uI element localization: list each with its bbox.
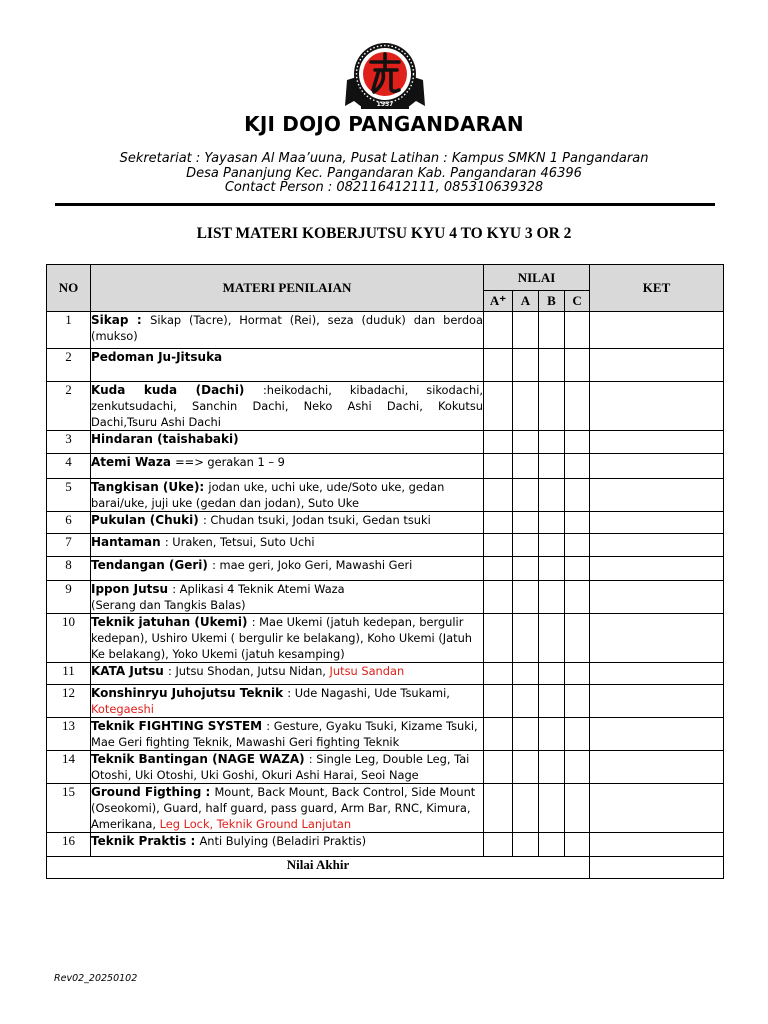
table-row (47, 685, 724, 718)
ket-cell[interactable] (590, 663, 724, 685)
header-divider (55, 203, 715, 206)
grade-c-cell[interactable] (565, 784, 590, 833)
address-line-secretariat: Sekretariat : Yayasan Al Maa’uuna, Pusat Latihan : Kampus SMKN 1 Pangandaran (119, 151, 649, 166)
materi-topic: Tangkisan (Uke): (91, 480, 209, 494)
materi-detail: : Single Leg, Double Leg, Tai Otoshi, Uki Otoshi, Uki Goshi, Okuri Ashi Harai, Seoi Nage (91, 752, 470, 782)
row-number: 15 (47, 784, 91, 833)
row-materi (91, 581, 484, 614)
row-materi (91, 833, 484, 857)
table-row (47, 512, 724, 534)
materi-topic: Pedoman Ju-Jitsuka (91, 350, 223, 364)
grade-c-cell[interactable] (565, 833, 590, 857)
materi-topic: Hantaman (91, 535, 165, 549)
grade-c-cell[interactable] (565, 382, 590, 431)
grade-a-plus-cell[interactable] (484, 512, 513, 534)
table-row (47, 718, 724, 751)
grade-c-cell[interactable] (565, 431, 590, 454)
grade-b-cell[interactable] (539, 685, 565, 718)
svg-text:1957: 1957 (376, 101, 394, 108)
grade-c-cell[interactable] (565, 557, 590, 581)
row-materi (91, 614, 484, 663)
grade-a-plus-cell[interactable] (484, 663, 513, 685)
grade-a-plus-cell[interactable] (484, 382, 513, 431)
materi-detail: Anti Bulying (Beladiri Praktis) (199, 834, 367, 848)
grade-a-cell[interactable] (513, 663, 539, 685)
grade-a-cell[interactable] (513, 751, 539, 784)
grade-b-cell[interactable] (539, 512, 565, 534)
materi-topic: Sikap : (91, 313, 151, 327)
row-number: 2 (47, 382, 91, 431)
row-materi (91, 718, 484, 751)
grade-c-cell[interactable] (565, 751, 590, 784)
materi-topic: Atemi Waza (91, 455, 176, 469)
materi-detail: : mae geri, Joko Geri, Mawashi Geri (212, 558, 413, 572)
grade-a-cell[interactable] (513, 614, 539, 663)
grade-b-cell[interactable] (539, 382, 565, 431)
grade-c-cell[interactable] (565, 479, 590, 512)
materi-detail: : Chudan tsuki, Jodan tsuki, Gedan tsuki (202, 513, 431, 527)
row-number: 6 (47, 512, 91, 534)
row-materi (91, 685, 484, 718)
grade-c-cell[interactable] (565, 614, 590, 663)
ket-cell[interactable] (590, 534, 724, 557)
final-score-label: Nilai Akhir (47, 857, 590, 879)
ket-cell[interactable] (590, 751, 724, 784)
grade-a-plus-cell[interactable] (484, 751, 513, 784)
row-materi (91, 663, 484, 685)
dojo-logo (339, 40, 431, 112)
row-materi (91, 312, 484, 349)
table-row (47, 557, 724, 581)
grade-a-cell[interactable] (513, 454, 539, 479)
ket-cell[interactable] (590, 614, 724, 663)
materi-topic: Konshinryu Juhojutsu Teknik (91, 686, 288, 700)
grade-a-plus-cell[interactable] (484, 431, 513, 454)
materi-topic: KATA Jutsu (91, 664, 168, 678)
grade-a-cell[interactable] (513, 382, 539, 431)
materi-detail: : Jutsu Shodan, Jutsu Nidan, (167, 664, 330, 678)
grade-a-cell[interactable] (513, 534, 539, 557)
row-number: 11 (47, 663, 91, 685)
grade-b: B (539, 291, 565, 312)
materi-topic: Teknik Praktis : (91, 834, 200, 848)
grade-b-cell[interactable] (539, 784, 565, 833)
grade-a-plus-cell[interactable] (484, 454, 513, 479)
grade-b-cell[interactable] (539, 431, 565, 454)
row-materi (91, 382, 484, 431)
grade-a-cell[interactable] (513, 312, 539, 349)
address-line-contact: Contact Person : 082116412111, 085310639328 (224, 180, 544, 195)
grade-b-cell[interactable] (539, 557, 565, 581)
grade-b-cell[interactable] (539, 349, 565, 382)
ket-cell[interactable] (590, 685, 724, 718)
ket-cell[interactable] (590, 833, 724, 857)
row-number: 1 (47, 312, 91, 349)
grade-a-plus-cell[interactable] (484, 557, 513, 581)
grade-b-cell[interactable] (539, 479, 565, 512)
grade-a-cell[interactable] (513, 349, 539, 382)
grade-a-cell[interactable] (513, 512, 539, 534)
grade-a-plus-cell[interactable] (484, 479, 513, 512)
grade-c-cell[interactable] (565, 454, 590, 479)
grade-a-cell[interactable] (513, 833, 539, 857)
table-row (47, 663, 724, 685)
grade-c-cell[interactable] (565, 718, 590, 751)
ket-cell[interactable] (590, 512, 724, 534)
revision-code: Rev02_20250102 (54, 973, 138, 984)
grade-c-cell[interactable] (565, 312, 590, 349)
materi-detail: : Gesture, Gyaku Tsuki, Kizame Tsuki, Mae Geri fighting Teknik, Mawashi Geri fighting Teknik (91, 719, 478, 749)
materi-detail: : Aplikasi 4 Teknik Atemi Waza (Serang dan Tangkis Balas) (91, 582, 345, 612)
materi-detail: ==> gerakan 1 – 9 (175, 455, 285, 469)
table-row (47, 454, 724, 479)
ket-cell[interactable] (590, 382, 724, 431)
materi-topic: Teknik jatuhan (Ukemi) (91, 615, 252, 629)
table-row (47, 614, 724, 663)
row-materi (91, 557, 484, 581)
grade-a-cell[interactable] (513, 581, 539, 614)
materi-topic: Ippon Jutsu (91, 582, 173, 596)
grade-c-cell[interactable] (565, 349, 590, 382)
grade-c-cell[interactable] (565, 534, 590, 557)
grade-a-plus-cell[interactable] (484, 833, 513, 857)
materi-detail: jodan uke, uchi uke, ude/Soto uke, gedan barai/uke, juji uke (gedan dan jodan), Suto Uke (91, 480, 445, 510)
ket-cell[interactable] (590, 718, 724, 751)
grade-a-cell[interactable] (513, 685, 539, 718)
materi-detail: Sikap (Tacre), Hormat (Rei), seza (duduk) dan berdoa (mukso) (91, 313, 484, 343)
grade-a-plus-cell[interactable] (484, 581, 513, 614)
materi-topic: Teknik FIGHTING SYSTEM (91, 719, 267, 733)
grade-b-cell[interactable] (539, 833, 565, 857)
table-row (47, 534, 724, 557)
materi-detail: Mount, Back Mount, Back Control, Side Mount (Oseokomi), Guard, half guard, pass guard, Arm Bar, RNC, Kimura, Amerikana, (91, 785, 476, 831)
row-number: 8 (47, 557, 91, 581)
grade-b-cell[interactable] (539, 751, 565, 784)
materi-topic: Tendangan (Geri) (91, 558, 213, 572)
grade-b-cell[interactable] (539, 534, 565, 557)
grade-a-cell[interactable] (513, 431, 539, 454)
materi-advanced-item: Leg Lock, Teknik Ground Lanjutan (159, 817, 352, 831)
materi-advanced-item: Jutsu Sandan (329, 664, 405, 678)
materi-topic: Ground Figthing : (91, 785, 215, 799)
row-number: 3 (47, 431, 91, 454)
materi-topic: Teknik Bantingan (NAGE WAZA) (91, 752, 309, 766)
grade-a-plus-cell[interactable] (484, 784, 513, 833)
table-row (47, 784, 724, 833)
row-number: 2 (47, 349, 91, 382)
address-line-village: Desa Pananjung Kec. Pangandaran Kab. Pangandaran 46396 (186, 166, 582, 181)
row-materi (91, 431, 484, 454)
materi-detail: : Ude Nagashi, Ude Tsukami, (287, 686, 450, 700)
row-number: 9 (47, 581, 91, 614)
grade-b-cell[interactable] (539, 312, 565, 349)
grade-a-plus-cell[interactable] (484, 349, 513, 382)
grade-a-plus-cell[interactable] (484, 718, 513, 751)
row-materi (91, 454, 484, 479)
grade-b-cell[interactable] (539, 718, 565, 751)
ket-cell[interactable] (590, 557, 724, 581)
table-row (47, 833, 724, 857)
header-ket: KET (590, 265, 724, 312)
grade-a-plus-cell[interactable] (484, 614, 513, 663)
row-number: 7 (47, 534, 91, 557)
grade-a-cell[interactable] (513, 557, 539, 581)
grade-c-cell[interactable] (565, 663, 590, 685)
row-number: 12 (47, 685, 91, 718)
table-row (47, 312, 724, 349)
table-row (47, 349, 724, 382)
table-row (47, 581, 724, 614)
row-materi (91, 512, 484, 534)
ket-cell[interactable] (590, 581, 724, 614)
grade-a-plus-cell[interactable] (484, 685, 513, 718)
grade-c: C (565, 291, 590, 312)
dojo-title: KJI DOJO PANGANDARAN (244, 112, 524, 136)
grade-a-plus-cell[interactable] (484, 312, 513, 349)
row-materi (91, 534, 484, 557)
ket-cell[interactable] (590, 454, 724, 479)
materi-topic: Hindaran (taishabaki) (91, 432, 239, 446)
grade-c-cell[interactable] (565, 512, 590, 534)
row-number: 4 (47, 454, 91, 479)
header-materi: MATERI PENILAIAN (91, 265, 484, 312)
row-number: 5 (47, 479, 91, 512)
row-number: 10 (47, 614, 91, 663)
grade-a-plus-cell[interactable] (484, 534, 513, 557)
grade-c-cell[interactable] (565, 581, 590, 614)
row-number: 13 (47, 718, 91, 751)
row-materi (91, 349, 484, 382)
row-materi (91, 784, 484, 833)
grade-a-cell[interactable] (513, 784, 539, 833)
materi-detail: : Uraken, Tetsui, Suto Uchi (164, 535, 315, 549)
materi-detail: :heikodachi, kibadachi, sikodachi, zenkutsudachi, Sanchin Dachi, Neko Ashi Dachi, Kokutsu Dachi,Tsuru Ashi Dachi (91, 383, 483, 429)
grade-b-cell[interactable] (539, 581, 565, 614)
grade-b-cell[interactable] (539, 454, 565, 479)
grade-c-cell[interactable] (565, 685, 590, 718)
grade-a-cell[interactable] (513, 718, 539, 751)
ket-cell[interactable] (590, 312, 724, 349)
row-number: 14 (47, 751, 91, 784)
table-row (47, 751, 724, 784)
row-number: 16 (47, 833, 91, 857)
row-materi (91, 479, 484, 512)
assessment-table (46, 264, 724, 879)
ket-cell[interactable] (590, 349, 724, 382)
table-row (47, 479, 724, 512)
row-materi (91, 751, 484, 784)
header-no: NO (47, 265, 91, 312)
final-score-ket[interactable] (590, 857, 724, 879)
grade-a-plus: A⁺ (484, 291, 513, 312)
header-nilai: NILAI (484, 265, 590, 291)
materi-topic: Kuda kuda (Dachi) (91, 383, 263, 397)
ket-cell[interactable] (590, 479, 724, 512)
ket-cell[interactable] (590, 784, 724, 833)
grade-b-cell[interactable] (539, 614, 565, 663)
grade-a: A (513, 291, 539, 312)
table-row (47, 431, 724, 454)
materi-detail: : Mae Ukemi (jatuh kedepan, bergulir kedepan), Ushiro Ukemi ( bergulir ke belakang), Koho Ukemi (Jatuh Ke belakang), Yoko Ukemi (jatuh kesamping) (91, 615, 473, 661)
materi-topic: Pukulan (Chuki) (91, 513, 203, 527)
materi-advanced-item: Kotegaeshi (91, 702, 154, 716)
table-row (47, 382, 724, 431)
document-title: LIST MATERI KOBERJUTSU KYU 4 TO KYU 3 OR 2 (196, 225, 572, 242)
grade-a-cell[interactable] (513, 479, 539, 512)
ket-cell[interactable] (590, 431, 724, 454)
grade-b-cell[interactable] (539, 663, 565, 685)
